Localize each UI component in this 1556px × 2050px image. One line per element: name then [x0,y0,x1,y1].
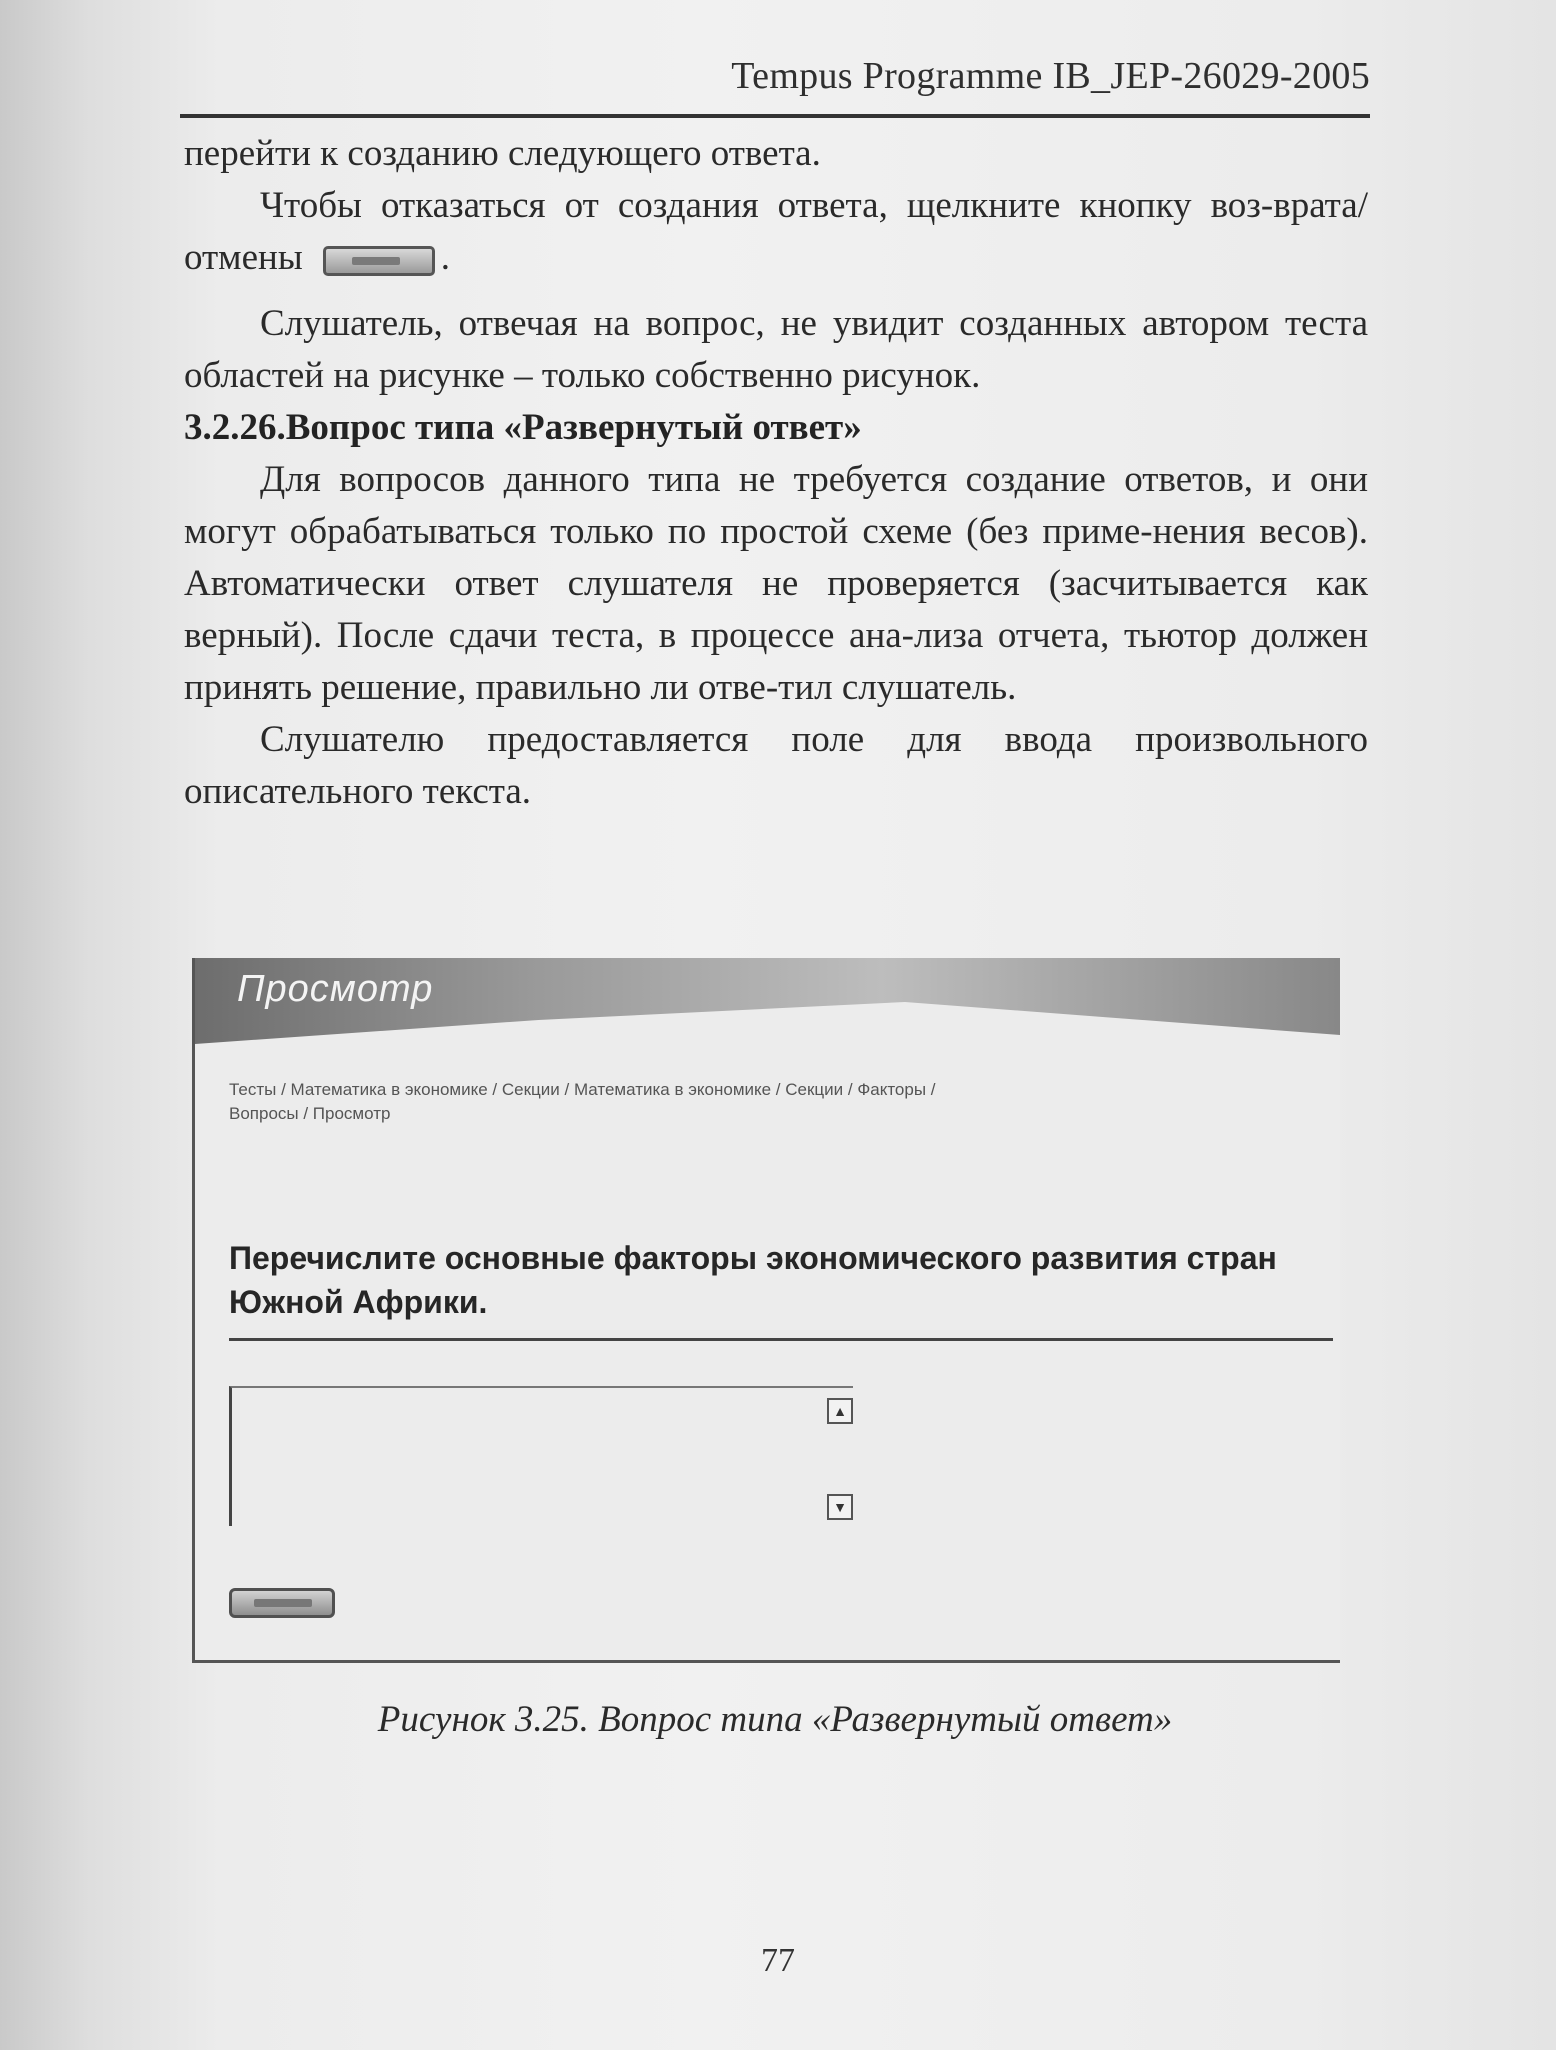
running-head: Tempus Programme IB_JEP-26029-2005 [731,55,1370,97]
submit-button[interactable] [229,1588,335,1618]
scroll-down-icon[interactable]: ▼ [827,1494,853,1520]
paragraph-2-text: Чтобы отказаться от создания ответа, щелкните кнопку воз-врата/отмены [184,185,1368,278]
header-rule [180,114,1370,118]
breadcrumb-line-2[interactable]: Вопросы / Просмотр [229,1104,391,1123]
answer-textarea[interactable] [229,1386,853,1526]
paragraph-2-end: . [440,237,450,278]
figure-caption: Рисунок 3.25. Вопрос типа «Развернутый ответ» [377,1699,1173,1740]
paragraph-3: Слушатель, отвечая на вопрос, не увидит созданных автором теста областей на рисунке – только собственно рисунок. [184,303,1368,396]
paragraph-5: Слушателю предоставляется поле для ввода произвольного описательного текста. [184,719,1368,812]
question-text: Перечислите основные факторы экономического развития стран Южной Африки. [229,1240,1277,1320]
window-title: Просмотр [237,968,434,1010]
page-number: 77 [761,1942,795,1979]
figure-screenshot [192,958,1340,1663]
section-heading: 3.2.26.Вопрос типа «Развернутый ответ» [184,407,862,448]
paragraph-4: Для вопросов данного типа не требуется создание ответов, и они могут обрабатываться только по простой схеме (без приме-нения весов). Автоматически ответ слушателя не проверяется (засчитывается как верный). После сдачи теста, в процессе ана-лиза отчета, тьютор должен принять решение, правильно ли отве-тил слушатель. [184,459,1368,708]
return-cancel-button-image [323,246,435,276]
body-text [184,128,1368,818]
page-header [180,48,1370,118]
return-arrow-icon [352,257,400,265]
paragraph-1: перейти к созданию следующего ответа. [184,133,821,174]
breadcrumb-line-1[interactable]: Тесты / Математика в экономике / Секции / Математика в экономике / Секции / Факторы / [229,1080,936,1099]
question-divider [229,1338,1333,1341]
submit-button-glyph [254,1599,312,1607]
paragraph-2 [184,180,1368,284]
window-banner [195,958,1340,1048]
scroll-up-icon[interactable]: ▲ [827,1398,853,1424]
breadcrumb [229,1078,1309,1126]
